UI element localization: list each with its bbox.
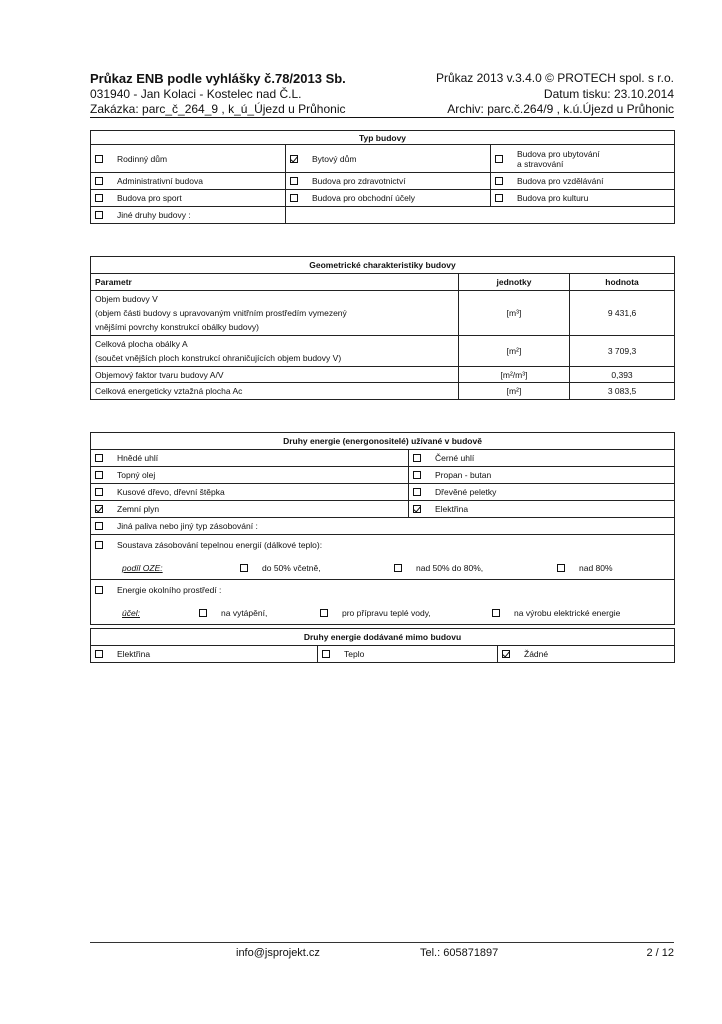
software-info: Průkaz 2013 v.3.4.0 © PROTECH spol. s r.o. xyxy=(435,71,674,85)
oze-label: podíl OZE: xyxy=(122,563,163,573)
energy-option: Dřevěné peletky xyxy=(409,484,675,501)
energy-option: Zemní plyn xyxy=(91,501,409,518)
geometry-col-value: hodnota xyxy=(570,274,675,291)
checkbox[interactable] xyxy=(240,564,248,572)
energy-district-heating: Soustava zásobování tepelnou energií (dálkové teplo): podíl OZE: do 50% včetně, nad 50% do 80%, nad 80% xyxy=(91,535,675,580)
checkbox[interactable] xyxy=(95,454,103,462)
checkbox[interactable] xyxy=(557,564,565,572)
supplied-heading: Druhy energie dodávané mimo budovu xyxy=(91,629,675,646)
building-type-option: Budova pro vzdělávání xyxy=(491,173,675,190)
supplied-energy-table xyxy=(90,628,675,663)
checkbox[interactable] xyxy=(413,454,421,462)
checkbox[interactable] xyxy=(95,505,103,513)
checkbox[interactable] xyxy=(290,155,298,163)
checkbox[interactable] xyxy=(290,177,298,185)
energy-option: Černé uhlí xyxy=(409,450,675,467)
checkbox[interactable] xyxy=(413,471,421,479)
checkbox[interactable] xyxy=(95,650,103,658)
building-type-option: Rodinný dům xyxy=(91,145,286,173)
geometry-heading: Geometrické charakteristiky budovy xyxy=(91,257,675,274)
document-header xyxy=(90,70,674,118)
building-type-option: Budova pro kulturu xyxy=(491,190,675,207)
checkbox[interactable] xyxy=(95,488,103,496)
building-type-option: Bytový dům xyxy=(286,145,491,173)
energy-option: Elektřina xyxy=(409,501,675,518)
building-type-option: Budova pro obchodní účely xyxy=(286,190,491,207)
author-info: 031940 - Jan Kolaci - Kostelec nad Č.L. xyxy=(90,87,302,101)
building-type-other: Jiné druhy budovy : xyxy=(91,207,286,224)
checkbox[interactable] xyxy=(95,155,103,163)
checkbox[interactable] xyxy=(495,194,503,202)
checkbox[interactable] xyxy=(95,194,103,202)
geometry-col-unit: jednotky xyxy=(459,274,570,291)
checkbox[interactable] xyxy=(394,564,402,572)
building-type-option: Administrativní budova xyxy=(91,173,286,190)
table-row: Celková energeticky vztažná plocha Ac [m²] 3 083,5 xyxy=(91,383,675,400)
building-type-option: Budova pro ubytování a stravování xyxy=(491,145,675,173)
building-type-heading: Typ budovy xyxy=(91,131,675,145)
building-type-other-value xyxy=(286,207,675,224)
checkbox[interactable] xyxy=(413,488,421,496)
checkbox[interactable] xyxy=(290,194,298,202)
order-info: Zakázka: parc_č_264_9 , k_ú_Újezd u Průhonic xyxy=(90,102,346,116)
checkbox[interactable] xyxy=(495,177,503,185)
checkbox[interactable] xyxy=(95,471,103,479)
checkbox[interactable] xyxy=(322,650,330,658)
page-number: 2 / 12 xyxy=(646,947,674,959)
checkbox[interactable] xyxy=(413,505,421,513)
geometry-table xyxy=(90,256,675,400)
checkbox[interactable] xyxy=(492,609,500,617)
archive-info: Archiv: parc.č.264/9 , k.ú.Újezd u Průhonic xyxy=(447,102,674,116)
energy-other-fuel: Jiná paliva nebo jiný typ zásobování : xyxy=(91,518,675,535)
purpose-label: účel: xyxy=(122,608,140,618)
supplied-option: Elektřina xyxy=(91,646,318,663)
energy-option: Hnědé uhlí xyxy=(91,450,409,467)
checkbox[interactable] xyxy=(320,609,328,617)
building-type-option: Budova pro zdravotnictví xyxy=(286,173,491,190)
checkbox[interactable] xyxy=(95,586,103,594)
footer-phone: Tel.: 605871897 xyxy=(420,947,499,959)
document-footer xyxy=(90,942,674,963)
energy-option: Topný olej xyxy=(91,467,409,484)
supplied-option: Teplo xyxy=(318,646,498,663)
table-row: Celková plocha obálky A (součet vnějších ploch konstrukcí ohraničujících objem budovy V) [m²] 3 709,3 xyxy=(91,336,675,367)
print-date: Datum tisku: 23.10.2014 xyxy=(543,87,674,101)
checkbox[interactable] xyxy=(95,177,103,185)
building-type-option: Budova pro sport xyxy=(91,190,286,207)
energy-table xyxy=(90,432,675,625)
checkbox[interactable] xyxy=(502,650,510,658)
supplied-option: Žádné xyxy=(498,646,675,663)
checkbox[interactable] xyxy=(495,155,503,163)
checkbox[interactable] xyxy=(199,609,207,617)
energy-ambient: Energie okolního prostředí : účel: na vytápění, pro přípravu teplé vody, na výrobu elektrické energie xyxy=(91,580,675,625)
checkbox[interactable] xyxy=(95,522,103,530)
building-type-table xyxy=(90,130,675,224)
footer-email: info@jsprojekt.cz xyxy=(236,947,320,959)
energy-heading: Druhy energie (energonositelé) užívané v budově xyxy=(91,433,675,450)
table-row: Objemový faktor tvaru budovy A/V [m²/m³] 0,393 xyxy=(91,367,675,383)
checkbox[interactable] xyxy=(95,211,103,219)
energy-option: Propan - butan xyxy=(409,467,675,484)
table-row: Objem budovy V (objem části budovy s upravovaným vnitřním prostředím vymezený vnějšími povrchy konstrukcí obálky budovy) [m³] 9 431,6 xyxy=(91,291,675,336)
document-title: Průkaz ENB podle vyhlášky č.78/2013 Sb. xyxy=(90,71,346,86)
checkbox[interactable] xyxy=(95,541,103,549)
geometry-col-param: Parametr xyxy=(91,274,459,291)
energy-option: Kusové dřevo, dřevní štěpka xyxy=(91,484,409,501)
